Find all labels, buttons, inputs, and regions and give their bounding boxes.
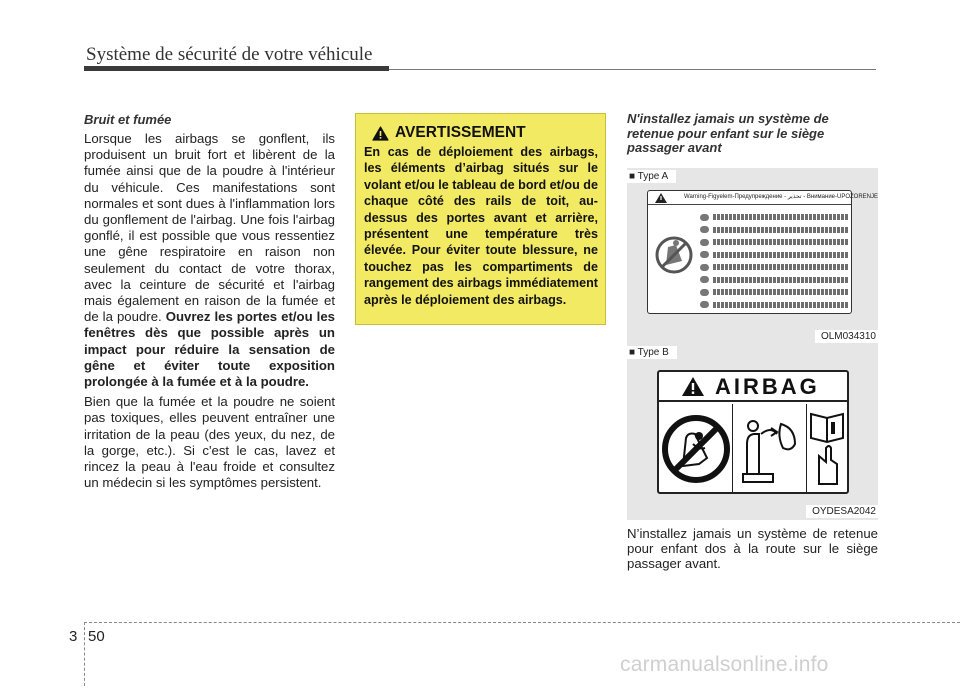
figure-b-type-label: ■ Type B [627,346,677,359]
figure-a-type-label: ■ Type A [627,170,676,183]
paragraph-smoke-2: Bien que la fumée et la poudre ne soient pas toxiques, elles peuvent entraîner une irritation de la peau (des yeux, du nez, de la gorge, etc.). Si c'est le cas, lavez et rincez la peau à l'eau froide et consultez un médecin si les symptômes persistent. [84,394,335,491]
warning-title: AVERTISSEMENT [395,124,526,141]
child-seat-warning-text: N’installez jamais un système de retenue pour enfant dos à la route sur le siège passager avant. [627,526,878,571]
header-rule [84,66,389,71]
warning-label-type-b [657,370,849,494]
section-title-child-seat: N'installez jamais un système de retenue pour enfant sur le siège passager avant [627,111,829,155]
section-title-smoke: Bruit et fumée [84,112,172,127]
paragraph-smoke-1 [84,131,335,390]
label-a-multilingual-text [700,211,848,311]
chapter-number: 3 [69,628,78,645]
page-header-title: Système de sécurité de votre véhicule [86,44,373,65]
header-rule-thin [389,69,876,70]
watermark: carmanualsonline.info [620,653,829,676]
figure-b-code: OYDESA2042 [806,505,878,518]
airbag-deploy-icon [733,404,807,494]
airbag-warning-icon [681,376,705,397]
figure-a-code: OLM034310 [815,330,878,343]
figure-type-a [627,168,878,345]
right-column [627,112,878,156]
airbag-deploy-cell [733,404,807,494]
paragraph-smoke-1-bold: Ouvrez les portes et/ou les fenêtres dès que possible après un impact pour réduire la sensation de gêne et éviter toute exposition prolongée à la fumée et à la poudre. [84,309,335,390]
warning-box [355,113,606,325]
page-number: 50 [88,628,105,645]
warning-body: En cas de déploiement des airbags, les éléments d’airbag situés sur le volant et/ou le tableau de bord et/ou de chaque côté des rails de toit, au-dessus des portes avant et arrière, présentent une température très élevée. Pour éviter toute blessure, ne touchez pas les compartiments de rangement des airbags immédiatement après le déploiement des airbags. [364,145,598,307]
read-manual-icon [807,404,847,494]
no-child-seat-icon [659,404,733,494]
no-rear-facing-seat-cell [659,404,733,494]
figure-type-b [627,344,878,520]
label-b-pictograms [659,404,847,494]
label-a-header: Warning-Figyelem-Предупреждение - تحذير - Внимание-UPOZORENJE [648,191,851,205]
manual-cell [807,404,847,494]
label-a-warning-icon [654,192,668,204]
footer-vertical-rule [84,622,85,686]
warning-label-type-a [647,190,879,314]
no-child-seat-icon [654,225,694,285]
warning-triangle-icon [372,126,389,141]
footer-rule [84,622,960,623]
paragraph-smoke-1-text: Lorsque les airbags se gonflent, ils produisent un bruit fort et libèrent de la fumée ainsi que de la poudre à l'intérieur du véhicule. Ces manifestations sont normales et sont dues à l'inflammation lors du gonflement de l'airbag. Une fois l'airbag gonflé, il est possible que vous ressentiez une gêne respiratoire en raison non seulement du contact de votre thorax, avec la ceinture de sécurité et l'airbag mais également en raison de la fumée et de la poudre. [84,131,335,325]
left-column [84,112,335,491]
label-b-header [659,372,847,402]
warning-header [364,124,598,142]
airbag-word: AIRBAG [715,374,820,399]
